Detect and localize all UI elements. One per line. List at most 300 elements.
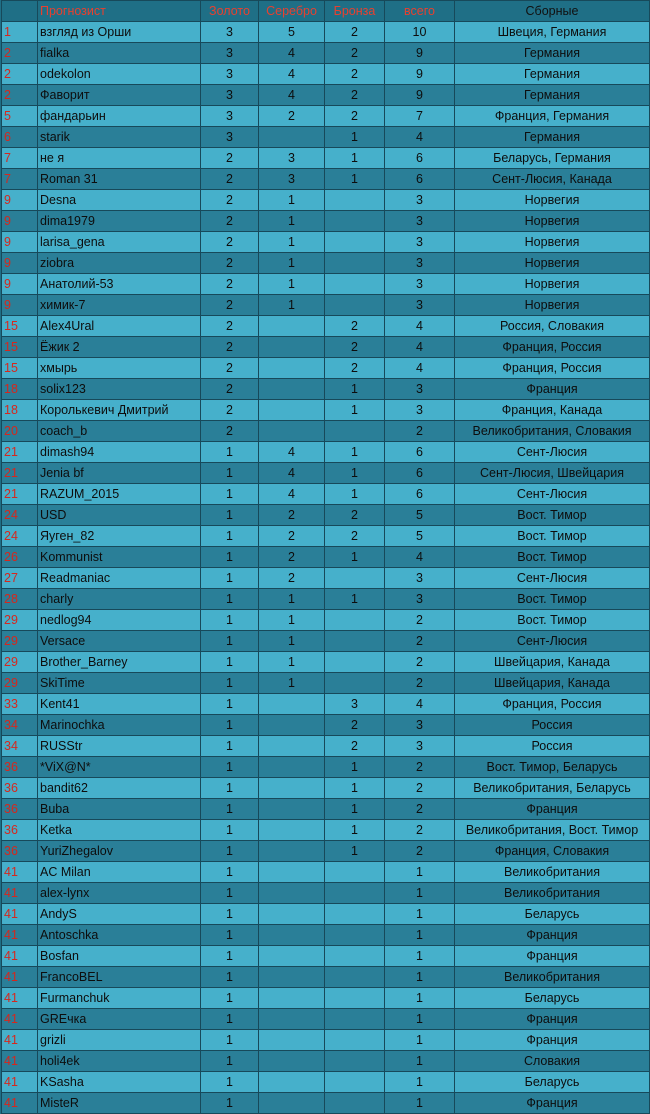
teams-cell: Франция, Россия	[455, 337, 650, 358]
gold-cell: 1	[201, 757, 259, 778]
total-cell: 2	[385, 421, 455, 442]
forecaster-cell: Яуген_82	[38, 526, 201, 547]
silver-cell: 1	[259, 652, 325, 673]
forecasters-medal-table	[1, 0, 650, 1114]
rank-cell: 29	[2, 673, 38, 694]
total-cell: 1	[385, 1009, 455, 1030]
forecaster-cell: dima1979	[38, 211, 201, 232]
gold-cell: 1	[201, 1093, 259, 1114]
teams-cell: Сент-Люсия, Швейцария	[455, 463, 650, 484]
total-cell: 6	[385, 148, 455, 169]
table-row	[2, 400, 650, 421]
teams-cell: Норвегия	[455, 190, 650, 211]
total-cell: 3	[385, 589, 455, 610]
bronze-cell	[325, 568, 385, 589]
silver-cell	[259, 1009, 325, 1030]
bronze-cell	[325, 1009, 385, 1030]
gold-cell: 3	[201, 127, 259, 148]
rank-cell: 41	[2, 904, 38, 925]
total-cell: 1	[385, 967, 455, 988]
silver-cell: 4	[259, 442, 325, 463]
teams-cell: Франция	[455, 1030, 650, 1051]
table-row	[2, 694, 650, 715]
rank-cell: 34	[2, 715, 38, 736]
bronze-cell: 2	[325, 43, 385, 64]
table-row	[2, 1051, 650, 1072]
bronze-cell: 1	[325, 799, 385, 820]
forecaster-cell: ziobra	[38, 253, 201, 274]
total-cell: 2	[385, 652, 455, 673]
gold-cell: 1	[201, 484, 259, 505]
forecaster-cell: *ViX@N*	[38, 757, 201, 778]
rank-cell: 41	[2, 883, 38, 904]
silver-cell: 1	[259, 211, 325, 232]
teams-cell: Беларусь	[455, 904, 650, 925]
table-row	[2, 778, 650, 799]
rank-cell: 41	[2, 967, 38, 988]
rank-cell: 26	[2, 547, 38, 568]
rank-cell: 15	[2, 337, 38, 358]
header-total: всего	[385, 1, 455, 22]
table-row	[2, 904, 650, 925]
teams-cell: Франция, Германия	[455, 106, 650, 127]
table-row	[2, 295, 650, 316]
teams-cell: Франция, Словакия	[455, 841, 650, 862]
forecaster-cell: Фаворит	[38, 85, 201, 106]
gold-cell: 1	[201, 631, 259, 652]
teams-cell: Франция	[455, 379, 650, 400]
teams-cell: Германия	[455, 127, 650, 148]
forecaster-cell: Antoschka	[38, 925, 201, 946]
table-row	[2, 421, 650, 442]
bronze-cell: 2	[325, 358, 385, 379]
rank-cell: 41	[2, 1072, 38, 1093]
total-cell: 2	[385, 673, 455, 694]
table-body	[2, 22, 650, 1114]
silver-cell	[259, 799, 325, 820]
silver-cell: 1	[259, 274, 325, 295]
table-row	[2, 211, 650, 232]
gold-cell: 1	[201, 526, 259, 547]
total-cell: 1	[385, 925, 455, 946]
bronze-cell: 2	[325, 64, 385, 85]
bronze-cell: 1	[325, 778, 385, 799]
total-cell: 2	[385, 820, 455, 841]
forecaster-cell: SkiTime	[38, 673, 201, 694]
rank-cell: 9	[2, 232, 38, 253]
gold-cell: 2	[201, 295, 259, 316]
table-row	[2, 505, 650, 526]
table-row	[2, 337, 650, 358]
gold-cell: 1	[201, 799, 259, 820]
silver-cell	[259, 358, 325, 379]
silver-cell	[259, 1051, 325, 1072]
bronze-cell	[325, 904, 385, 925]
forecaster-cell: KSasha	[38, 1072, 201, 1093]
table-row	[2, 967, 650, 988]
table-row	[2, 673, 650, 694]
forecaster-cell: USD	[38, 505, 201, 526]
teams-cell: Франция	[455, 1093, 650, 1114]
bronze-cell: 2	[325, 106, 385, 127]
gold-cell: 1	[201, 778, 259, 799]
bronze-cell	[325, 232, 385, 253]
silver-cell: 4	[259, 85, 325, 106]
table-row	[2, 589, 650, 610]
forecaster-cell: RAZUM_2015	[38, 484, 201, 505]
gold-cell: 1	[201, 820, 259, 841]
gold-cell: 2	[201, 274, 259, 295]
total-cell: 5	[385, 505, 455, 526]
gold-cell: 1	[201, 673, 259, 694]
rank-cell: 33	[2, 694, 38, 715]
silver-cell	[259, 862, 325, 883]
total-cell: 1	[385, 883, 455, 904]
total-cell: 1	[385, 988, 455, 1009]
table-row	[2, 988, 650, 1009]
silver-cell	[259, 337, 325, 358]
rank-cell: 15	[2, 358, 38, 379]
gold-cell: 1	[201, 463, 259, 484]
table-row	[2, 883, 650, 904]
table-row	[2, 379, 650, 400]
gold-cell: 1	[201, 1051, 259, 1072]
total-cell: 6	[385, 169, 455, 190]
gold-cell: 1	[201, 883, 259, 904]
forecaster-cell: взгляд из Орши	[38, 22, 201, 43]
teams-cell: Норвегия	[455, 232, 650, 253]
teams-cell: Россия	[455, 736, 650, 757]
bronze-cell: 3	[325, 694, 385, 715]
rank-cell: 7	[2, 148, 38, 169]
rank-cell: 29	[2, 631, 38, 652]
total-cell: 3	[385, 253, 455, 274]
silver-cell: 4	[259, 43, 325, 64]
total-cell: 2	[385, 631, 455, 652]
rank-cell: 9	[2, 274, 38, 295]
gold-cell: 1	[201, 862, 259, 883]
forecaster-cell: FrancoBEL	[38, 967, 201, 988]
forecaster-cell: alex-lynx	[38, 883, 201, 904]
silver-cell: 4	[259, 463, 325, 484]
gold-cell: 1	[201, 904, 259, 925]
table-row	[2, 253, 650, 274]
silver-cell	[259, 925, 325, 946]
total-cell: 6	[385, 442, 455, 463]
gold-cell: 2	[201, 169, 259, 190]
rank-cell: 21	[2, 442, 38, 463]
silver-cell: 3	[259, 169, 325, 190]
table-row	[2, 841, 650, 862]
forecaster-cell: Readmaniac	[38, 568, 201, 589]
bronze-cell	[325, 673, 385, 694]
rank-cell: 28	[2, 589, 38, 610]
silver-cell	[259, 946, 325, 967]
total-cell: 3	[385, 400, 455, 421]
teams-cell: Беларусь	[455, 1072, 650, 1093]
bronze-cell	[325, 988, 385, 1009]
teams-cell: Швеция, Германия	[455, 22, 650, 43]
gold-cell: 2	[201, 148, 259, 169]
silver-cell	[259, 904, 325, 925]
rank-cell: 36	[2, 799, 38, 820]
total-cell: 2	[385, 778, 455, 799]
bronze-cell: 1	[325, 148, 385, 169]
table-row	[2, 232, 650, 253]
table-row	[2, 946, 650, 967]
forecaster-cell: Furmanchuk	[38, 988, 201, 1009]
bronze-cell: 2	[325, 316, 385, 337]
total-cell: 1	[385, 1072, 455, 1093]
bronze-cell: 1	[325, 169, 385, 190]
rank-cell: 21	[2, 484, 38, 505]
gold-cell: 1	[201, 925, 259, 946]
teams-cell: Франция	[455, 946, 650, 967]
silver-cell	[259, 883, 325, 904]
gold-cell: 1	[201, 946, 259, 967]
header-forecaster: Прогнозист	[38, 1, 201, 22]
silver-cell	[259, 715, 325, 736]
silver-cell: 2	[259, 526, 325, 547]
teams-cell: Россия	[455, 715, 650, 736]
silver-cell	[259, 778, 325, 799]
teams-cell: Германия	[455, 43, 650, 64]
silver-cell: 2	[259, 505, 325, 526]
forecaster-cell: holi4ek	[38, 1051, 201, 1072]
bronze-cell	[325, 925, 385, 946]
teams-cell: Франция	[455, 925, 650, 946]
total-cell: 6	[385, 484, 455, 505]
total-cell: 4	[385, 337, 455, 358]
gold-cell: 1	[201, 841, 259, 862]
teams-cell: Вост. Тимор, Беларусь	[455, 757, 650, 778]
forecaster-cell: Jenia bf	[38, 463, 201, 484]
total-cell: 9	[385, 43, 455, 64]
gold-cell: 2	[201, 421, 259, 442]
rank-cell: 41	[2, 1093, 38, 1114]
teams-cell: Франция, Канада	[455, 400, 650, 421]
silver-cell	[259, 421, 325, 442]
silver-cell: 1	[259, 610, 325, 631]
bronze-cell: 2	[325, 337, 385, 358]
silver-cell: 2	[259, 547, 325, 568]
gold-cell: 2	[201, 211, 259, 232]
rank-cell: 36	[2, 820, 38, 841]
total-cell: 2	[385, 757, 455, 778]
table-row	[2, 484, 650, 505]
rank-cell: 41	[2, 988, 38, 1009]
teams-cell: Германия	[455, 85, 650, 106]
total-cell: 3	[385, 232, 455, 253]
teams-cell: Норвегия	[455, 253, 650, 274]
table-row	[2, 358, 650, 379]
silver-cell	[259, 694, 325, 715]
forecaster-cell: фандарьин	[38, 106, 201, 127]
teams-cell: Беларусь, Германия	[455, 148, 650, 169]
gold-cell: 1	[201, 610, 259, 631]
bronze-cell: 1	[325, 547, 385, 568]
forecaster-cell: Brother_Barney	[38, 652, 201, 673]
total-cell: 3	[385, 190, 455, 211]
rank-cell: 9	[2, 211, 38, 232]
silver-cell	[259, 1093, 325, 1114]
table-row	[2, 820, 650, 841]
bronze-cell: 2	[325, 715, 385, 736]
teams-cell: Вост. Тимор	[455, 589, 650, 610]
silver-cell: 5	[259, 22, 325, 43]
gold-cell: 1	[201, 442, 259, 463]
total-cell: 1	[385, 1093, 455, 1114]
table-row	[2, 757, 650, 778]
silver-cell	[259, 127, 325, 148]
gold-cell: 3	[201, 43, 259, 64]
rank-cell: 41	[2, 1030, 38, 1051]
forecaster-cell: odekolon	[38, 64, 201, 85]
bronze-cell	[325, 211, 385, 232]
teams-cell: Вост. Тимор	[455, 526, 650, 547]
teams-cell: Великобритания	[455, 883, 650, 904]
forecaster-cell: grizli	[38, 1030, 201, 1051]
gold-cell: 3	[201, 85, 259, 106]
rank-cell: 6	[2, 127, 38, 148]
table-row	[2, 526, 650, 547]
bronze-cell	[325, 631, 385, 652]
gold-cell: 2	[201, 379, 259, 400]
forecaster-cell: YuriZhegalov	[38, 841, 201, 862]
gold-cell: 2	[201, 358, 259, 379]
total-cell: 1	[385, 946, 455, 967]
table-row	[2, 127, 650, 148]
rank-cell: 36	[2, 841, 38, 862]
total-cell: 9	[385, 64, 455, 85]
gold-cell: 1	[201, 736, 259, 757]
table-row	[2, 1072, 650, 1093]
forecaster-cell: Bosfan	[38, 946, 201, 967]
table-row	[2, 148, 650, 169]
total-cell: 1	[385, 904, 455, 925]
rank-cell: 36	[2, 757, 38, 778]
silver-cell	[259, 379, 325, 400]
forecaster-cell: не я	[38, 148, 201, 169]
bronze-cell	[325, 190, 385, 211]
forecaster-cell: larisa_gena	[38, 232, 201, 253]
teams-cell: Россия, Словакия	[455, 316, 650, 337]
table-row	[2, 631, 650, 652]
header-bronze: Бронза	[325, 1, 385, 22]
teams-cell: Сент-Люсия, Канада	[455, 169, 650, 190]
bronze-cell	[325, 883, 385, 904]
total-cell: 1	[385, 862, 455, 883]
rank-cell: 29	[2, 652, 38, 673]
bronze-cell	[325, 1051, 385, 1072]
total-cell: 10	[385, 22, 455, 43]
silver-cell	[259, 316, 325, 337]
total-cell: 3	[385, 736, 455, 757]
bronze-cell: 1	[325, 463, 385, 484]
silver-cell: 1	[259, 232, 325, 253]
forecaster-cell: MisteR	[38, 1093, 201, 1114]
silver-cell: 1	[259, 589, 325, 610]
forecaster-cell: bandit62	[38, 778, 201, 799]
teams-cell: Вост. Тимор	[455, 547, 650, 568]
gold-cell: 2	[201, 400, 259, 421]
teams-cell: Франция, Россия	[455, 694, 650, 715]
teams-cell: Великобритания, Беларусь	[455, 778, 650, 799]
total-cell: 3	[385, 568, 455, 589]
silver-cell: 2	[259, 568, 325, 589]
bronze-cell	[325, 421, 385, 442]
table-row	[2, 547, 650, 568]
forecaster-cell: solix123	[38, 379, 201, 400]
bronze-cell: 1	[325, 127, 385, 148]
rank-cell: 27	[2, 568, 38, 589]
gold-cell: 1	[201, 1072, 259, 1093]
bronze-cell: 1	[325, 400, 385, 421]
bronze-cell: 1	[325, 379, 385, 400]
forecaster-cell: coach_b	[38, 421, 201, 442]
gold-cell: 1	[201, 505, 259, 526]
total-cell: 7	[385, 106, 455, 127]
silver-cell	[259, 820, 325, 841]
table-row	[2, 64, 650, 85]
gold-cell: 1	[201, 568, 259, 589]
total-cell: 4	[385, 547, 455, 568]
gold-cell: 1	[201, 694, 259, 715]
total-cell: 6	[385, 463, 455, 484]
forecaster-cell: Buba	[38, 799, 201, 820]
forecaster-cell: химик-7	[38, 295, 201, 316]
silver-cell	[259, 736, 325, 757]
total-cell: 4	[385, 127, 455, 148]
rank-cell: 41	[2, 1009, 38, 1030]
gold-cell: 1	[201, 988, 259, 1009]
teams-cell: Франция, Россия	[455, 358, 650, 379]
table-row	[2, 463, 650, 484]
forecaster-cell: AndyS	[38, 904, 201, 925]
rank-cell: 2	[2, 64, 38, 85]
bronze-cell: 1	[325, 442, 385, 463]
total-cell: 5	[385, 526, 455, 547]
total-cell: 3	[385, 295, 455, 316]
silver-cell: 2	[259, 106, 325, 127]
silver-cell: 1	[259, 631, 325, 652]
teams-cell: Норвегия	[455, 211, 650, 232]
gold-cell: 1	[201, 1009, 259, 1030]
silver-cell: 1	[259, 253, 325, 274]
silver-cell: 1	[259, 295, 325, 316]
bronze-cell: 2	[325, 736, 385, 757]
forecaster-cell: Desna	[38, 190, 201, 211]
teams-cell: Франция	[455, 1009, 650, 1030]
table-row	[2, 715, 650, 736]
table-row	[2, 736, 650, 757]
total-cell: 4	[385, 694, 455, 715]
gold-cell: 3	[201, 106, 259, 127]
teams-cell: Вост. Тимор	[455, 505, 650, 526]
silver-cell: 3	[259, 148, 325, 169]
bronze-cell	[325, 652, 385, 673]
silver-cell: 1	[259, 190, 325, 211]
rank-cell: 41	[2, 862, 38, 883]
bronze-cell: 2	[325, 22, 385, 43]
teams-cell: Вост. Тимор	[455, 610, 650, 631]
total-cell: 9	[385, 85, 455, 106]
forecaster-cell: Анатолий-53	[38, 274, 201, 295]
table-row	[2, 1030, 650, 1051]
rank-cell: 18	[2, 400, 38, 421]
forecaster-cell: RUSStr	[38, 736, 201, 757]
table-row	[2, 610, 650, 631]
